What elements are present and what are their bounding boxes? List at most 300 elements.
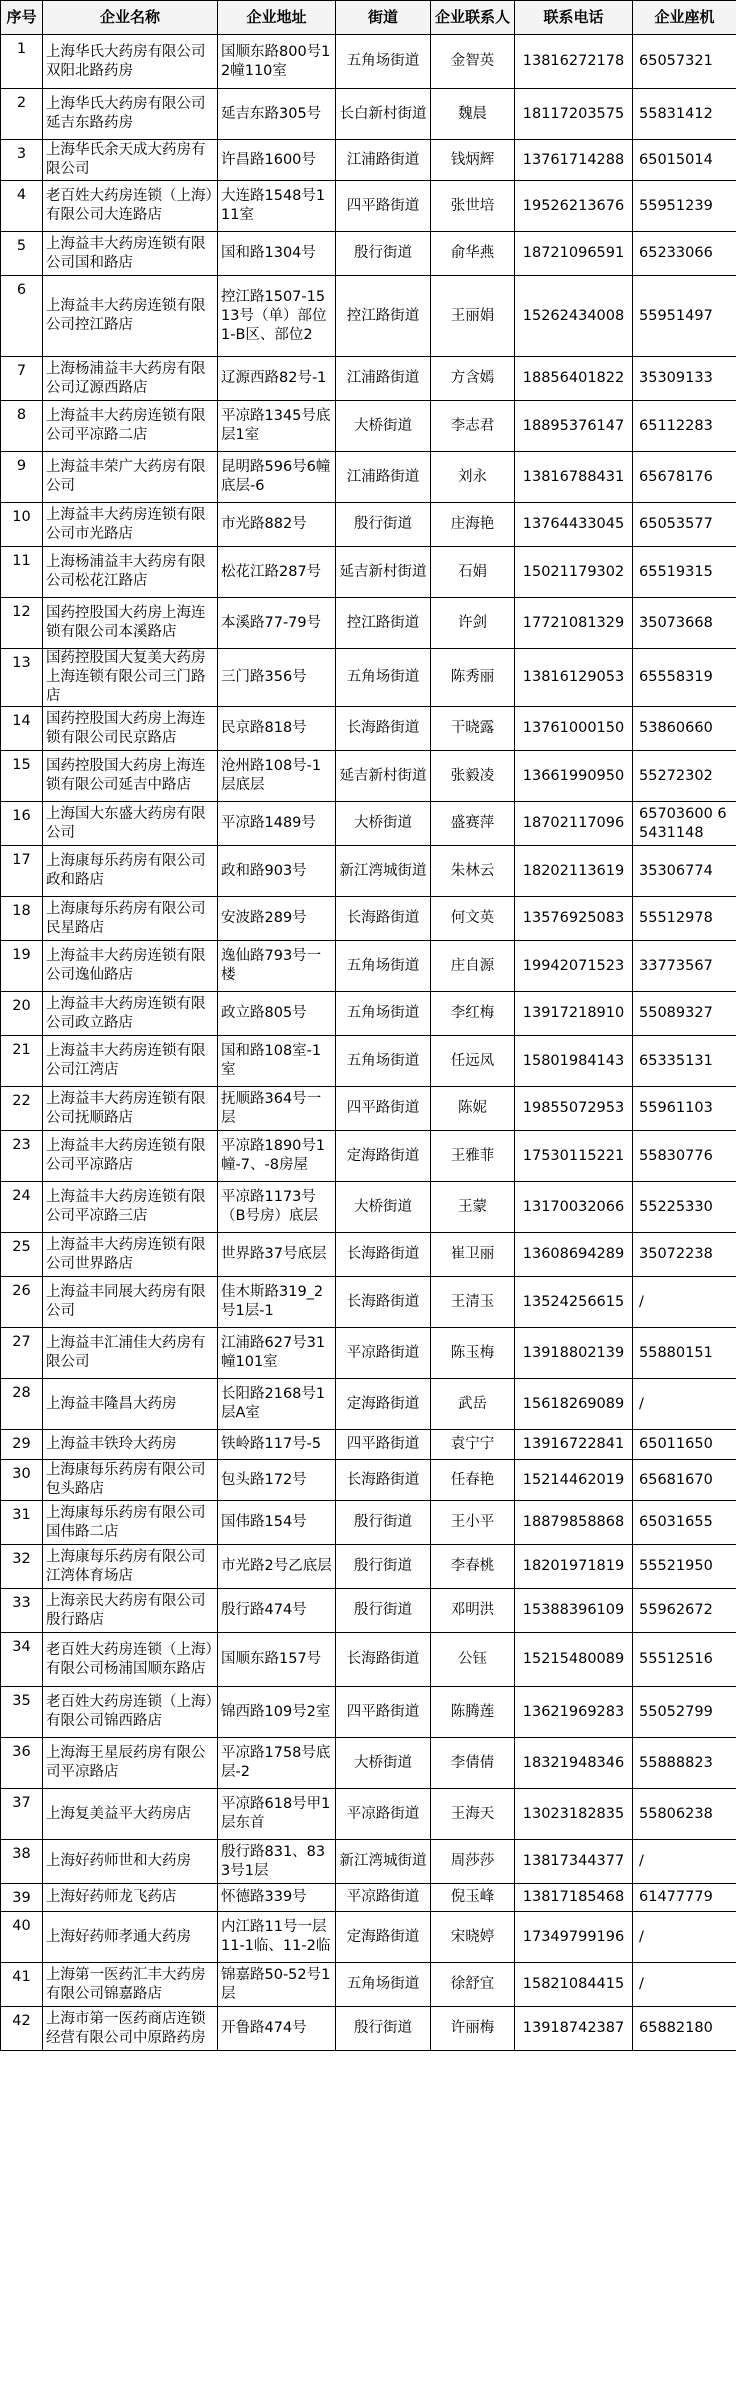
cell-name: 上海康每乐药房有限公司江湾体育场店 [43,1545,218,1589]
header-contact: 企业联系人 [431,1,515,35]
table-row [1,1277,736,1328]
cell-landline: / [633,1963,736,2007]
table-row [1,401,736,452]
cell-district: 定海路街道 [336,1379,431,1430]
cell-address: 平凉路1345号底层1室 [218,401,336,452]
table-row [1,1182,736,1233]
table-row [1,897,736,941]
table-row [1,802,736,846]
cell-landline: 65057321 [633,35,736,89]
cell-name: 国药控股国大药房上海连锁有限公司民京路店 [43,707,218,751]
cell-landline: / [633,1379,736,1430]
cell-contact: 刘永 [431,452,515,503]
cell-address: 政立路805号 [218,992,336,1036]
cell-landline: 55512516 [633,1633,736,1687]
cell-phone: 19855072953 [515,1087,633,1131]
cell-district: 长海路街道 [336,1233,431,1277]
cell-district: 定海路街道 [336,1131,431,1182]
cell-phone: 13170032066 [515,1182,633,1233]
cell-contact: 王海天 [431,1789,515,1840]
cell-landline: 55888823 [633,1738,736,1789]
table-row [1,1738,736,1789]
cell-contact: 张世培 [431,181,515,232]
cell-landline: 65519315 [633,547,736,598]
cell-phone: 18702117096 [515,802,633,846]
cell-district: 四平路街道 [336,1687,431,1738]
cell-contact: 盛赛萍 [431,802,515,846]
table-row [1,1131,736,1182]
cell-phone: 15388396109 [515,1589,633,1633]
cell-no: 8 [1,401,43,452]
cell-landline: 65335131 [633,1036,736,1087]
cell-name: 老百姓大药房连锁（上海）有限公司锦西路店 [43,1687,218,1738]
cell-name: 上海第一医药汇丰大药房有限公司锦嘉路店 [43,1963,218,2007]
cell-no: 14 [1,707,43,751]
cell-phone: 13917218910 [515,992,633,1036]
table-row [1,1687,736,1738]
cell-address: 国和路1304号 [218,232,336,276]
cell-no: 10 [1,503,43,547]
cell-landline: 61477779 [633,1884,736,1912]
cell-name: 上海华氏大药房有限公司双阳北路药房 [43,35,218,89]
cell-district: 新江湾城街道 [336,1840,431,1884]
cell-district: 长海路街道 [336,1633,431,1687]
cell-contact: 任春艳 [431,1460,515,1501]
cell-phone: 15801984143 [515,1036,633,1087]
cell-no: 31 [1,1501,43,1545]
cell-no: 42 [1,2007,43,2051]
cell-district: 四平路街道 [336,1430,431,1460]
cell-contact: 俞华燕 [431,232,515,276]
cell-landline: 65681670 [633,1460,736,1501]
cell-name: 上海华氏大药房有限公司延吉东路药房 [43,89,218,140]
cell-landline: 53860660 [633,707,736,751]
cell-district: 五角场街道 [336,35,431,89]
cell-name: 国药控股国大药房上海连锁有限公司本溪路店 [43,598,218,649]
cell-name: 上海好药师世和大药房 [43,1840,218,1884]
cell-phone: 13621969283 [515,1687,633,1738]
cell-landline: 65112283 [633,401,736,452]
cell-phone: 13817185468 [515,1884,633,1912]
cell-name: 上海益丰大药房连锁有限公司逸仙路店 [43,941,218,992]
cell-district: 四平路街道 [336,1087,431,1131]
cell-phone: 18117203575 [515,89,633,140]
cell-address: 控江路1507-1513号（单）部位1-B区、部位2 [218,276,336,357]
header-district: 街道 [336,1,431,35]
cell-no: 20 [1,992,43,1036]
cell-name: 上海好药师孝通大药房 [43,1912,218,1963]
table-row [1,1460,736,1501]
cell-address: 市光路2号乙底层 [218,1545,336,1589]
cell-contact: 王小平 [431,1501,515,1545]
cell-name: 上海益丰大药房连锁有限公司江湾店 [43,1036,218,1087]
cell-contact: 许丽梅 [431,2007,515,2051]
table-row [1,992,736,1036]
table-row [1,1501,736,1545]
cell-address: 安波路289号 [218,897,336,941]
cell-phone: 13918742387 [515,2007,633,2051]
cell-address: 铁岭路117号-5 [218,1430,336,1460]
cell-district: 五角场街道 [336,941,431,992]
cell-phone: 15262434008 [515,276,633,357]
cell-landline: / [633,1277,736,1328]
cell-contact: 朱林云 [431,846,515,897]
cell-name: 上海益丰大药房连锁有限公司政立路店 [43,992,218,1036]
table-row [1,1912,736,1963]
table-row [1,2007,736,2051]
cell-contact: 李志君 [431,401,515,452]
cell-district: 五角场街道 [336,992,431,1036]
cell-district: 四平路街道 [336,181,431,232]
cell-name: 上海杨浦益丰大药房有限公司松花江路店 [43,547,218,598]
cell-no: 33 [1,1589,43,1633]
cell-contact: 陈玉梅 [431,1328,515,1379]
cell-district: 延吉新村街道 [336,547,431,598]
cell-contact: 王雅菲 [431,1131,515,1182]
cell-address: 民京路818号 [218,707,336,751]
cell-no: 9 [1,452,43,503]
cell-name: 国药控股国大药房上海连锁有限公司延吉中路店 [43,751,218,802]
cell-district: 新江湾城街道 [336,846,431,897]
table-row [1,649,736,707]
cell-no: 2 [1,89,43,140]
cell-phone: 13816788431 [515,452,633,503]
cell-address: 政和路903号 [218,846,336,897]
cell-phone: 17721081329 [515,598,633,649]
cell-name: 上海市第一医药商店连锁经营有限公司中原路药房 [43,2007,218,2051]
cell-name: 上海益丰大药房连锁有限公司抚顺路店 [43,1087,218,1131]
cell-address: 沧州路108号-1层底层 [218,751,336,802]
table-row [1,1430,736,1460]
cell-address: 市光路882号 [218,503,336,547]
cell-address: 松花江路287号 [218,547,336,598]
cell-landline: / [633,1912,736,1963]
cell-district: 平凉路街道 [336,1328,431,1379]
table-row [1,1884,736,1912]
cell-address: 本溪路77-79号 [218,598,336,649]
cell-name: 上海海王星辰药房有限公司平凉路店 [43,1738,218,1789]
table-row [1,140,736,181]
cell-address: 锦西路109号2室 [218,1687,336,1738]
cell-contact: 崔卫丽 [431,1233,515,1277]
cell-contact: 袁宁宁 [431,1430,515,1460]
header-landline: 企业座机 [633,1,736,35]
cell-phone: 13023182835 [515,1789,633,1840]
cell-contact: 周莎莎 [431,1840,515,1884]
cell-no: 26 [1,1277,43,1328]
cell-name: 上海益丰铁玲大药房 [43,1430,218,1460]
cell-no: 16 [1,802,43,846]
cell-district: 殷行街道 [336,1545,431,1589]
cell-phone: 15215480089 [515,1633,633,1687]
cell-name: 上海好药师龙飞药店 [43,1884,218,1912]
cell-landline: 55962672 [633,1589,736,1633]
cell-contact: 徐舒宜 [431,1963,515,2007]
cell-district: 大桥街道 [336,1738,431,1789]
cell-address: 国伟路154号 [218,1501,336,1545]
cell-contact: 干晓露 [431,707,515,751]
cell-landline: 55830776 [633,1131,736,1182]
cell-no: 32 [1,1545,43,1589]
cell-name: 上海益丰大药房连锁有限公司平凉路店 [43,1131,218,1182]
cell-name: 上海益丰大药房连锁有限公司国和路店 [43,232,218,276]
cell-no: 11 [1,547,43,598]
table-row [1,751,736,802]
cell-contact: 钱炳辉 [431,140,515,181]
cell-address: 江浦路627号31幢101室 [218,1328,336,1379]
cell-phone: 13918802139 [515,1328,633,1379]
cell-contact: 王蒙 [431,1182,515,1233]
cell-no: 25 [1,1233,43,1277]
cell-landline: 65015014 [633,140,736,181]
header-phone: 联系电话 [515,1,633,35]
cell-district: 殷行街道 [336,2007,431,2051]
cell-phone: 17530115221 [515,1131,633,1182]
cell-no: 36 [1,1738,43,1789]
cell-contact: 陈妮 [431,1087,515,1131]
cell-no: 24 [1,1182,43,1233]
header-name: 企业名称 [43,1,218,35]
cell-name: 上海益丰隆昌大药房 [43,1379,218,1430]
cell-district: 平凉路街道 [336,1789,431,1840]
cell-phone: 13761714288 [515,140,633,181]
cell-name: 上海益丰荣广大药房有限公司 [43,452,218,503]
cell-address: 三门路356号 [218,649,336,707]
cell-name: 上海康每乐药房有限公司国伟路二店 [43,1501,218,1545]
cell-address: 国和路108室-1室 [218,1036,336,1087]
cell-name: 上海益丰大药房连锁有限公司平凉路二店 [43,401,218,452]
cell-landline: 35306774 [633,846,736,897]
cell-landline: 55521950 [633,1545,736,1589]
cell-phone: 15821084415 [515,1963,633,2007]
cell-phone: 13817344377 [515,1840,633,1884]
cell-landline: 55951497 [633,276,736,357]
cell-no: 1 [1,35,43,89]
cell-phone: 18879858868 [515,1501,633,1545]
cell-contact: 邓明洪 [431,1589,515,1633]
cell-address: 平凉路1489号 [218,802,336,846]
cell-address: 包头路172号 [218,1460,336,1501]
cell-no: 30 [1,1460,43,1501]
cell-contact: 张毅凌 [431,751,515,802]
cell-no: 6 [1,276,43,357]
cell-landline: 65882180 [633,2007,736,2051]
cell-landline: 65053577 [633,503,736,547]
cell-no: 23 [1,1131,43,1182]
cell-district: 五角场街道 [336,649,431,707]
cell-contact: 王清玉 [431,1277,515,1328]
cell-no: 27 [1,1328,43,1379]
cell-no: 41 [1,1963,43,2007]
cell-address: 昆明路596号6幢底层-6 [218,452,336,503]
header-no: 序号 [1,1,43,35]
cell-landline: 55880151 [633,1328,736,1379]
cell-phone: 17349799196 [515,1912,633,1963]
cell-address: 长阳路2168号1层A室 [218,1379,336,1430]
cell-landline: 65233066 [633,232,736,276]
cell-contact: 李春桃 [431,1545,515,1589]
cell-contact: 方含嫣 [431,357,515,401]
cell-address: 许昌路1600号 [218,140,336,181]
table-row [1,598,736,649]
cell-contact: 陈腾莲 [431,1687,515,1738]
cell-district: 长海路街道 [336,707,431,751]
table-row [1,181,736,232]
cell-district: 殷行街道 [336,503,431,547]
cell-district: 长海路街道 [336,1277,431,1328]
cell-no: 22 [1,1087,43,1131]
cell-landline: 55961103 [633,1087,736,1131]
cell-district: 控江路街道 [336,276,431,357]
cell-name: 上海益丰大药房连锁有限公司平凉路三店 [43,1182,218,1233]
header-row [1,1,736,35]
cell-landline: 55089327 [633,992,736,1036]
cell-name: 上海华氏余天成大药房有限公司 [43,140,218,181]
cell-no: 21 [1,1036,43,1087]
cell-landline: 55806238 [633,1789,736,1840]
cell-no: 37 [1,1789,43,1840]
cell-name: 老百姓大药房连锁（上海）有限公司大连路店 [43,181,218,232]
cell-phone: 18321948346 [515,1738,633,1789]
cell-no: 17 [1,846,43,897]
cell-phone: 13576925083 [515,897,633,941]
cell-address: 怀德路339号 [218,1884,336,1912]
table-row [1,707,736,751]
cell-district: 五角场街道 [336,1036,431,1087]
cell-no: 35 [1,1687,43,1738]
cell-landline: 55831412 [633,89,736,140]
cell-name: 上海康每乐药房有限公司民星路店 [43,897,218,941]
cell-landline: 55951239 [633,181,736,232]
table-row [1,1589,736,1633]
cell-district: 长海路街道 [336,1460,431,1501]
cell-phone: 18201971819 [515,1545,633,1589]
table-row [1,1789,736,1840]
cell-landline: / [633,1840,736,1884]
cell-phone: 13661990950 [515,751,633,802]
cell-no: 28 [1,1379,43,1430]
cell-phone: 13816129053 [515,649,633,707]
table-row [1,89,736,140]
table-row [1,357,736,401]
cell-contact: 公钰 [431,1633,515,1687]
cell-phone: 13916722841 [515,1430,633,1460]
cell-address: 锦嘉路50-52号1层 [218,1963,336,2007]
cell-district: 大桥街道 [336,802,431,846]
cell-no: 15 [1,751,43,802]
cell-landline: 65558319 [633,649,736,707]
cell-address: 平凉路1758号底层-2 [218,1738,336,1789]
cell-address: 大连路1548号111室 [218,181,336,232]
cell-landline: 35073668 [633,598,736,649]
cell-address: 佳木斯路319_2号1层-1 [218,1277,336,1328]
table-row [1,276,736,357]
cell-name: 上海益丰汇浦佳大药房有限公司 [43,1328,218,1379]
cell-contact: 许剑 [431,598,515,649]
table-row [1,452,736,503]
cell-phone: 15618269089 [515,1379,633,1430]
cell-address: 平凉路1890号1幢-7、-8房屋 [218,1131,336,1182]
cell-address: 国顺东路157号 [218,1633,336,1687]
table-row [1,941,736,992]
table-row [1,846,736,897]
cell-district: 江浦路街道 [336,452,431,503]
cell-district: 平凉路街道 [336,1884,431,1912]
cell-contact: 庄海艳 [431,503,515,547]
cell-address: 开鲁路474号 [218,2007,336,2051]
cell-district: 长白新村街道 [336,89,431,140]
cell-district: 殷行街道 [336,1589,431,1633]
table-row [1,1840,736,1884]
cell-contact: 宋晓婷 [431,1912,515,1963]
cell-address: 殷行路474号 [218,1589,336,1633]
cell-contact: 武岳 [431,1379,515,1430]
table-row [1,35,736,89]
cell-landline: 35309133 [633,357,736,401]
cell-phone: 15021179302 [515,547,633,598]
cell-no: 29 [1,1430,43,1460]
cell-phone: 18721096591 [515,232,633,276]
cell-address: 内江路11号一层11-1临、11-2临 [218,1912,336,1963]
cell-name: 国药控股国大复美大药房上海连锁有限公司三门路店 [43,649,218,707]
cell-phone: 13764433045 [515,503,633,547]
cell-no: 4 [1,181,43,232]
cell-no: 39 [1,1884,43,1912]
cell-no: 7 [1,357,43,401]
cell-name: 上海康每乐药房有限公司政和路店 [43,846,218,897]
cell-phone: 19942071523 [515,941,633,992]
cell-address: 平凉路1173号（B号房）底层 [218,1182,336,1233]
cell-no: 34 [1,1633,43,1687]
cell-name: 上海杨浦益丰大药房有限公司辽源西路店 [43,357,218,401]
cell-contact: 李倩倩 [431,1738,515,1789]
cell-phone: 19526213676 [515,181,633,232]
cell-landline: 65678176 [633,452,736,503]
table-row [1,1545,736,1589]
cell-name: 上海益丰大药房连锁有限公司市光路店 [43,503,218,547]
cell-no: 5 [1,232,43,276]
table-row [1,1233,736,1277]
cell-district: 延吉新村街道 [336,751,431,802]
cell-name: 上海国大东盛大药房有限公司 [43,802,218,846]
cell-no: 13 [1,649,43,707]
cell-phone: 13608694289 [515,1233,633,1277]
cell-name: 上海益丰大药房连锁有限公司世界路店 [43,1233,218,1277]
table-row [1,1633,736,1687]
cell-contact: 任远凤 [431,1036,515,1087]
cell-address: 延吉东路305号 [218,89,336,140]
cell-address: 辽源西路82号-1 [218,357,336,401]
cell-district: 大桥街道 [336,401,431,452]
cell-phone: 18856401822 [515,357,633,401]
cell-no: 38 [1,1840,43,1884]
cell-landline: 65031655 [633,1501,736,1545]
table-row [1,1379,736,1430]
cell-district: 五角场街道 [336,1963,431,2007]
cell-phone: 13524256615 [515,1277,633,1328]
cell-landline: 55052799 [633,1687,736,1738]
header-address: 企业地址 [218,1,336,35]
cell-name: 上海复美益平大药房店 [43,1789,218,1840]
cell-landline: 65011650 [633,1430,736,1460]
cell-no: 18 [1,897,43,941]
cell-phone: 13761000150 [515,707,633,751]
table-row [1,1328,736,1379]
cell-landline: 35072238 [633,1233,736,1277]
cell-phone: 15214462019 [515,1460,633,1501]
table-row [1,232,736,276]
cell-district: 江浦路街道 [336,140,431,181]
